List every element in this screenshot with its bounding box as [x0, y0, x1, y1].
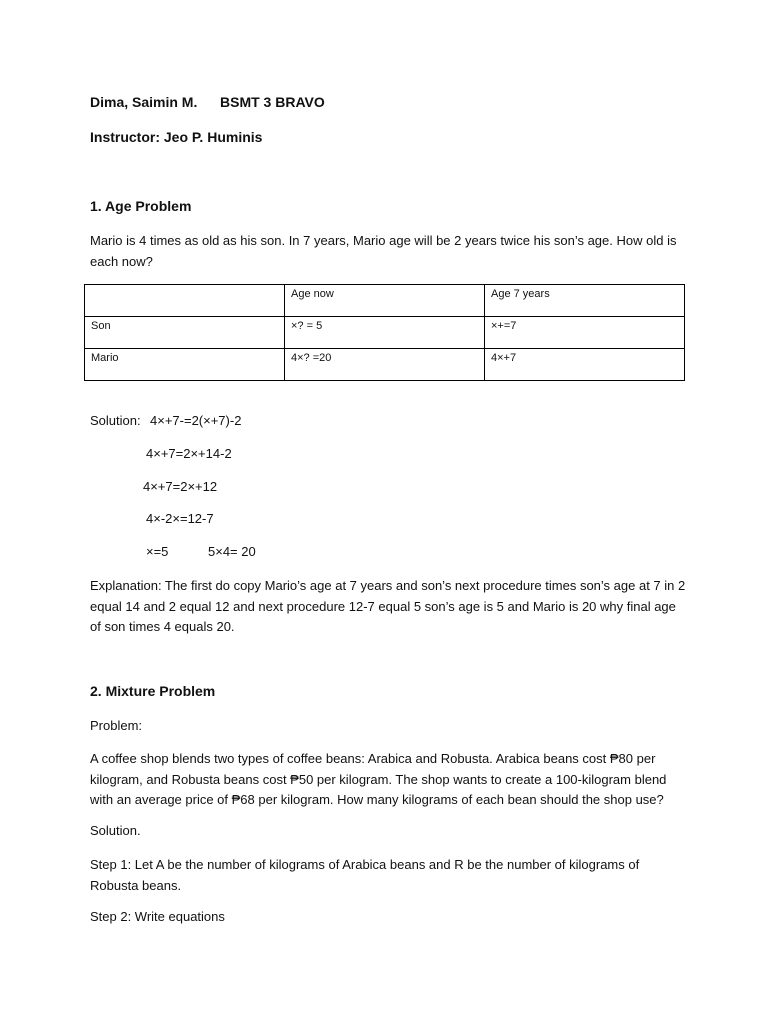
table-cell: ×? = 5 — [285, 317, 485, 349]
table-cell: 4×+7 — [485, 349, 685, 381]
age-explanation: Explanation: The first do copy Mario’s age at 7 years and son’s next procedure times son’s age at 7 in 2 equal 14 and 2 equal 12 and next procedure 12-7 equal 5 son’s age is 5 and Mario is 20 why final age of son times 4 equals 20. — [90, 578, 686, 634]
table-cell: ×+=7 — [485, 317, 685, 349]
solution-step: 5×4= 20 — [208, 544, 256, 559]
mixture-step-2: Step 2: Write equations — [90, 909, 225, 924]
mixture-problem-statement: A coffee shop blends two types of coffee beans: Arabica and Robusta. Arabica beans cost ₱80 per kilogram, and Robusta beans cost ₱50 per kilogram. The shop wants to create a 100-kilogram blend with an average price of ₱68 per kilogram. How many kilograms of each bean should the shop use? — [90, 751, 667, 807]
problem-label: Problem: — [90, 718, 143, 733]
solution-step: 4×-2×=12-7 — [146, 511, 214, 526]
solution-label: Solution: — [90, 413, 141, 428]
table-header-row — [85, 285, 685, 317]
table-cell: Mario — [85, 349, 285, 381]
table-row — [85, 349, 685, 381]
table-cell — [85, 285, 285, 317]
age-table — [84, 284, 685, 381]
mixture-step-1: Step 1: Let A be the number of kilograms of Arabica beans and R be the number of kilograms of Robusta beans. — [90, 857, 640, 893]
table-cell: Son — [85, 317, 285, 349]
mixture-problem-heading: 2. Mixture Problem — [90, 683, 216, 699]
solution-step: ×=5 — [146, 544, 169, 559]
table-cell: Age now — [285, 285, 485, 317]
table-row — [85, 317, 685, 349]
solution-step: 4×+7-=2(×+7)-2 — [150, 413, 242, 428]
mixture-solution-label: Solution. — [90, 823, 141, 838]
table-cell: 4×? =20 — [285, 349, 485, 381]
instructor-line: Instructor: Jeo P. Huminis — [90, 129, 263, 145]
solution-step: 4×+7=2×+12 — [143, 479, 218, 494]
table-cell: Age 7 years — [485, 285, 685, 317]
solution-step: 4×+7=2×+14-2 — [146, 446, 232, 461]
age-problem-statement: Mario is 4 times as old as his son. In 7 years, Mario age will be 2 years twice his son’s age. How old is each now? — [90, 233, 677, 269]
course-section: BSMT 3 BRAVO — [220, 94, 325, 110]
student-name: Dima, Saimin M. — [90, 94, 198, 110]
age-problem-heading: 1. Age Problem — [90, 198, 192, 214]
